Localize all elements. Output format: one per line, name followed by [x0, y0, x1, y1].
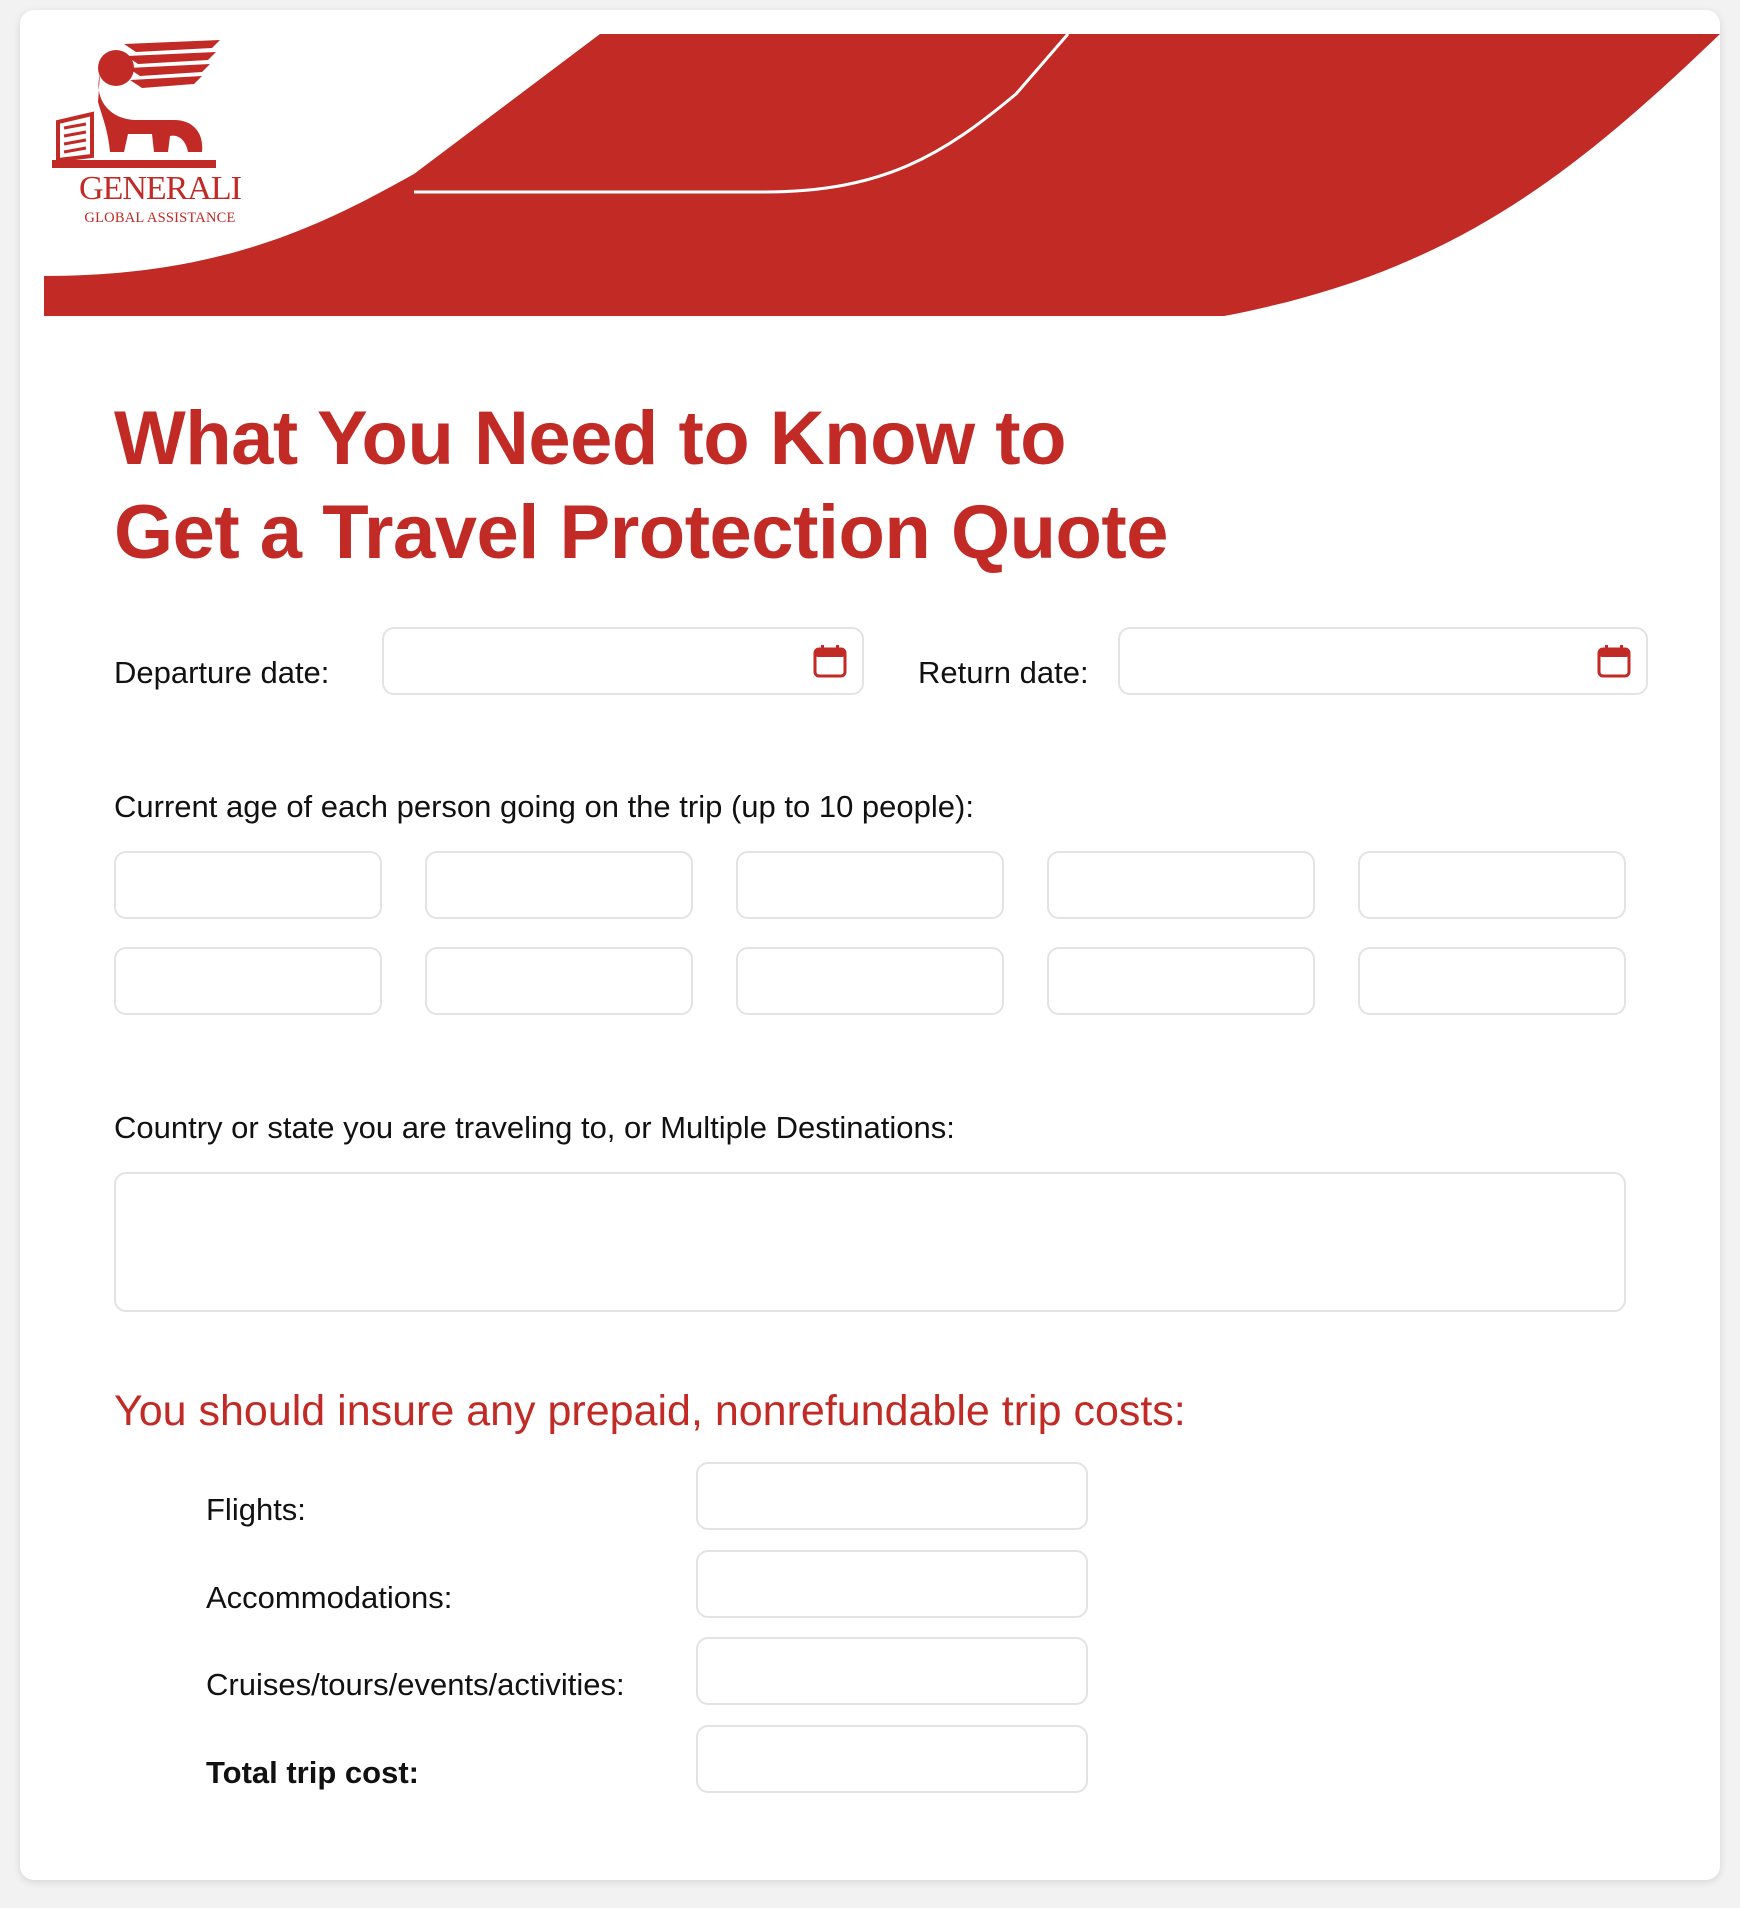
- banner-wave-graphic: [44, 34, 1720, 316]
- header-banner: [44, 34, 1720, 316]
- accommodations-field[interactable]: [696, 1550, 1088, 1618]
- costs-heading: You should insure any prepaid, nonrefundable trip costs:: [114, 1387, 1186, 1435]
- return-date-field[interactable]: [1118, 627, 1648, 695]
- accommodations-label: Accommodations:: [206, 1580, 453, 1615]
- age-input-3[interactable]: [736, 851, 1004, 919]
- age-input-9[interactable]: [1047, 947, 1315, 1015]
- cruises-field[interactable]: [696, 1637, 1088, 1705]
- ages-label: Current age of each person going on the trip (up to 10 people):: [114, 789, 974, 824]
- cruises-label: Cruises/tours/events/activities:: [206, 1667, 625, 1702]
- total-cost-field[interactable]: [696, 1725, 1088, 1793]
- total-cost-label: Total trip cost:: [206, 1755, 419, 1790]
- form-card: [20, 10, 1720, 1880]
- page-title: [114, 392, 1168, 580]
- age-input-2[interactable]: [425, 851, 693, 919]
- brand-subtitle: GLOBAL ASSISTANCE: [84, 210, 236, 226]
- age-input-8[interactable]: [736, 947, 1004, 1015]
- age-input-4[interactable]: [1047, 851, 1315, 919]
- flights-field[interactable]: [696, 1462, 1088, 1530]
- age-input-6[interactable]: [114, 947, 382, 1015]
- flights-label: Flights:: [206, 1492, 306, 1527]
- page-title-line-1: What You Need to Know to: [114, 396, 1066, 481]
- destination-label: Country or state you are traveling to, or Multiple Destinations:: [114, 1110, 955, 1145]
- age-input-10[interactable]: [1358, 947, 1626, 1015]
- age-input-5[interactable]: [1358, 851, 1626, 919]
- age-input-7[interactable]: [425, 947, 693, 1015]
- return-date-label: Return date:: [918, 655, 1089, 690]
- destination-field[interactable]: [114, 1172, 1626, 1312]
- calendar-icon[interactable]: [1596, 643, 1632, 679]
- departure-date-label: Departure date:: [114, 655, 330, 690]
- page-title-line-2: Get a Travel Protection Quote: [114, 490, 1168, 575]
- brand-name: GENERALI: [79, 170, 241, 207]
- calendar-icon[interactable]: [812, 643, 848, 679]
- departure-date-field[interactable]: [382, 627, 864, 695]
- age-input-1[interactable]: [114, 851, 382, 919]
